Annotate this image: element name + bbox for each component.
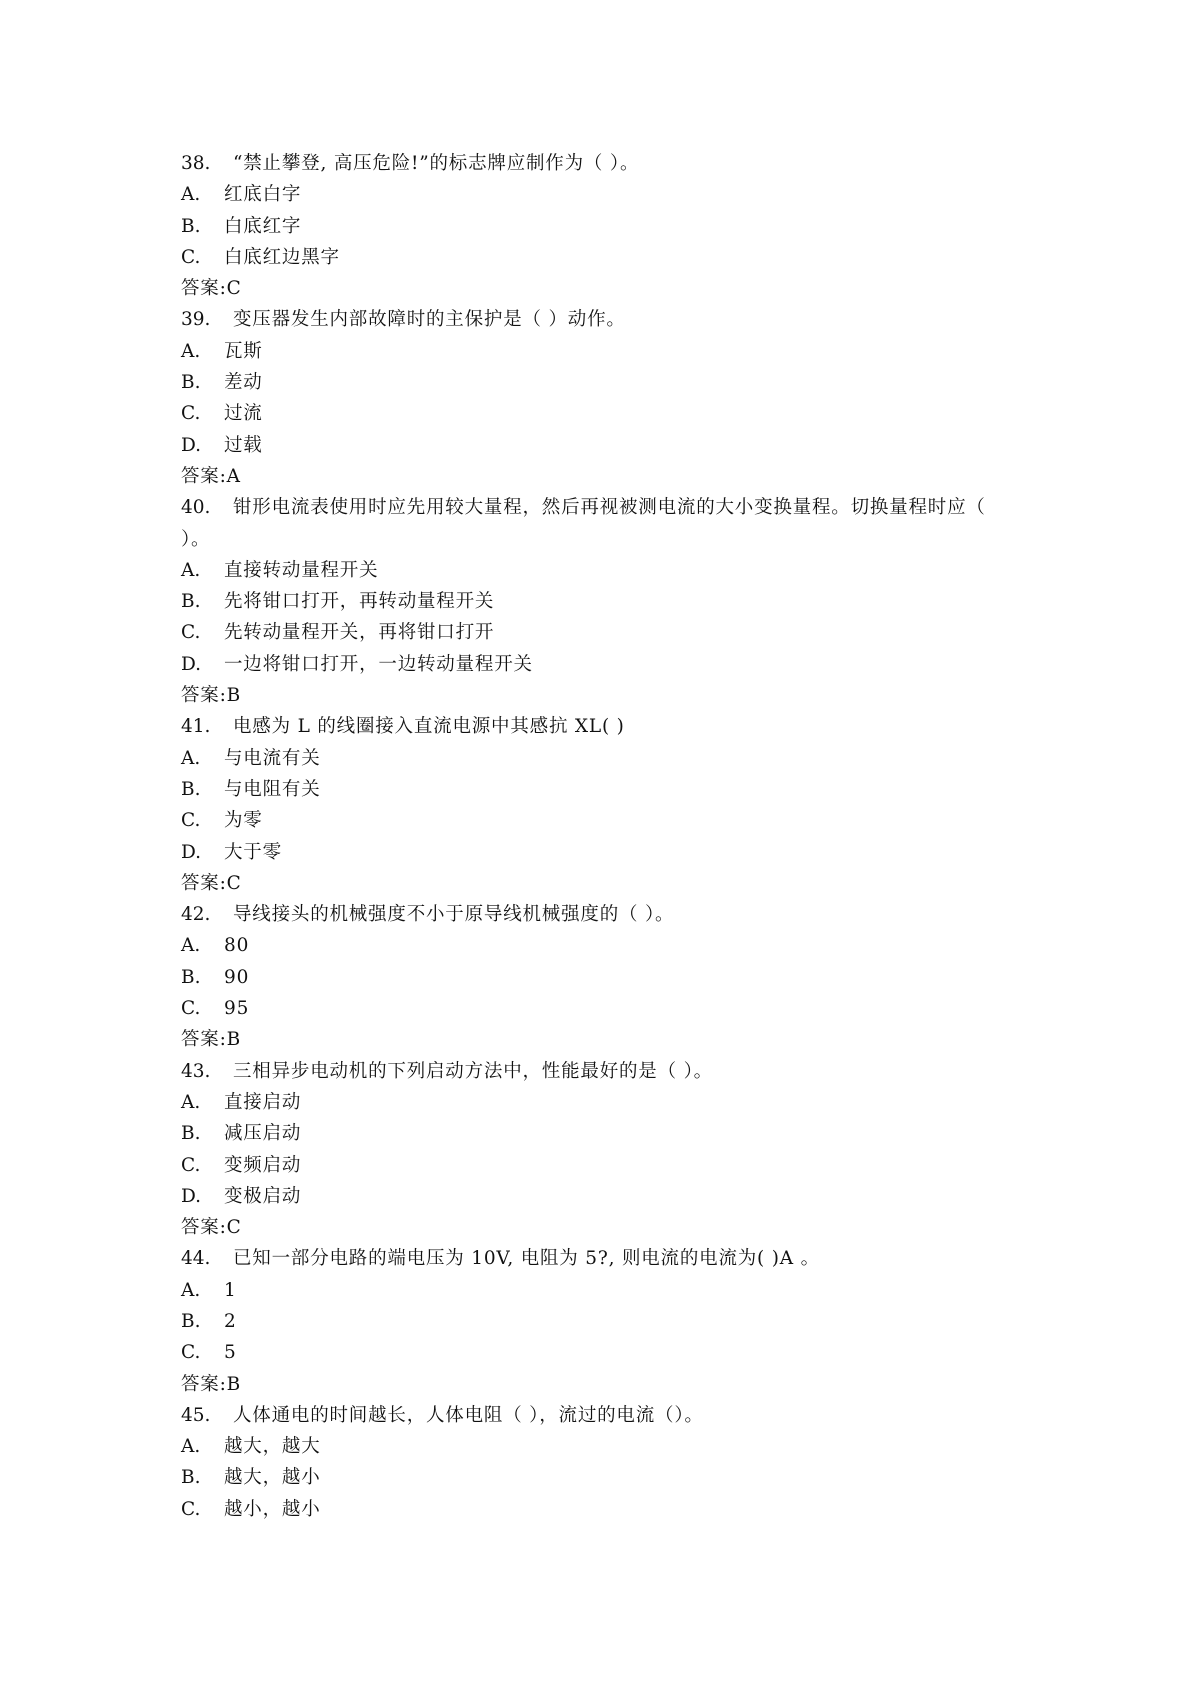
answer-line: 答案:C (181, 278, 242, 300)
option-text: 95 (224, 998, 250, 1020)
option-label: A. (181, 1279, 201, 1301)
question-list (181, 148, 1021, 1525)
question-line (181, 899, 1021, 930)
question-line (181, 1243, 1021, 1274)
option-label: A. (181, 340, 201, 362)
question-text: 已知一部分电路的端电压为 10V, 电阻为 5?, 则电流的电流为( )A 。 (233, 1248, 820, 1270)
question-text: 钳形电流表使用时应先用较大量程，然后再视被测电流的大小变换量程。切换量程时应（ ）。 (181, 497, 986, 550)
option-label: C. (181, 1154, 201, 1176)
question-number: 38. (181, 153, 211, 174)
option-line (181, 1431, 1021, 1462)
answer-line: 答案:B (181, 685, 242, 707)
option-label: C. (181, 998, 201, 1020)
answer-line: 答案:A (181, 465, 241, 487)
option-line (181, 649, 1021, 680)
option-text: 差动 (224, 372, 263, 394)
option-line (181, 1306, 1021, 1337)
option-text: 变频启动 (224, 1154, 302, 1176)
option-text: 先将钳口打开，再转动量程开关 (224, 591, 495, 613)
option-line (181, 211, 1021, 242)
question-line (181, 1400, 1021, 1431)
question-number: 40. (181, 497, 211, 519)
option-label: B. (181, 966, 201, 988)
option-label: B. (181, 1310, 201, 1332)
option-line (181, 774, 1021, 805)
option-line (181, 962, 1021, 993)
option-label: C. (181, 810, 201, 832)
question-number: 45. (181, 1404, 211, 1426)
option-label: C. (181, 403, 201, 425)
option-text: 90 (224, 966, 250, 988)
question-text: 人体通电的时间越长，人体电阻（ ），流过的电流（）。 (233, 1404, 704, 1426)
option-text: 与电流有关 (224, 747, 321, 769)
option-label: A. (181, 559, 201, 581)
option-line (181, 1150, 1021, 1181)
option-label: D. (181, 841, 202, 863)
option-line (181, 336, 1021, 367)
option-label: A. (181, 1436, 201, 1458)
option-text: 与电阻有关 (224, 778, 321, 800)
option-label: D. (181, 653, 202, 675)
option-line (181, 1494, 1021, 1525)
option-label: B. (181, 591, 201, 613)
option-line (181, 430, 1021, 461)
option-label: C. (181, 1342, 201, 1364)
option-text: 为零 (224, 810, 263, 832)
option-line (181, 1087, 1021, 1118)
option-text: 过流 (224, 403, 263, 425)
option-text: 5 (224, 1342, 237, 1364)
option-line (181, 930, 1021, 961)
question-text: “禁止攀登, 高压危险!”的标志牌应制作为（ ）。 (233, 153, 640, 174)
option-label: B. (181, 778, 201, 800)
question-text: 变压器发生内部故障时的主保护是（ ）动作。 (233, 309, 626, 331)
option-line (181, 1181, 1021, 1212)
question-number: 43. (181, 1060, 211, 1082)
option-line (181, 837, 1021, 868)
option-text: 越小，越小 (224, 1498, 321, 1520)
option-text: 1 (224, 1279, 237, 1301)
question-line (181, 304, 1021, 335)
option-line (181, 586, 1021, 617)
option-line (181, 743, 1021, 774)
option-line (181, 367, 1021, 398)
question-number: 39. (181, 309, 211, 331)
answer-line: 答案:C (181, 1217, 242, 1239)
question-text: 电感为 L 的线圈接入直流电源中其感抗 XL( ) (233, 716, 625, 738)
option-text: 瓦斯 (224, 340, 263, 362)
option-text: 2 (224, 1310, 237, 1332)
option-line (181, 398, 1021, 429)
option-text: 减压启动 (224, 1123, 302, 1145)
option-line (181, 993, 1021, 1024)
question-text: 导线接头的机械强度不小于原导线机械强度的（ ）。 (233, 904, 675, 926)
answer-line: 答案:B (181, 1029, 242, 1051)
question-line (181, 711, 1021, 742)
option-line (181, 1275, 1021, 1306)
option-text: 白底红边黑字 (224, 246, 340, 268)
option-label: C. (181, 246, 201, 268)
option-label: B. (181, 372, 201, 394)
answer-line: 答案:B (181, 1373, 242, 1395)
option-line (181, 555, 1021, 586)
option-text: 越大，越小 (224, 1467, 321, 1489)
option-label: B. (181, 215, 201, 237)
answer-line: 答案:C (181, 872, 242, 894)
question-number: 42. (181, 904, 211, 926)
option-line (181, 242, 1021, 273)
option-text: 直接启动 (224, 1091, 302, 1113)
option-label: A. (181, 1091, 201, 1113)
question-number: 41. (181, 716, 211, 738)
option-text: 越大，越大 (224, 1436, 321, 1458)
option-text: 红底白字 (224, 184, 302, 206)
question-line (181, 492, 1021, 555)
option-text: 白底红字 (224, 215, 302, 237)
question-line (181, 148, 1021, 179)
option-line (181, 1118, 1021, 1149)
option-line (181, 1337, 1021, 1368)
option-text: 大于零 (224, 841, 282, 863)
option-line (181, 1462, 1021, 1493)
option-text: 变极启动 (224, 1185, 302, 1207)
question-number: 44. (181, 1248, 211, 1270)
question-line (181, 1056, 1021, 1087)
question-text: 三相异步电动机的下列启动方法中，性能最好的是（ ）。 (233, 1060, 713, 1082)
option-label: B. (181, 1123, 201, 1145)
option-label: D. (181, 434, 202, 456)
option-label: A. (181, 184, 201, 206)
option-text: 先转动量程开关，再将钳口打开 (224, 622, 495, 644)
option-text: 80 (224, 935, 250, 957)
option-label: A. (181, 747, 201, 769)
option-text: 直接转动量程开关 (224, 559, 379, 581)
option-line (181, 805, 1021, 836)
option-text: 一边将钳口打开，一边转动量程开关 (224, 653, 533, 675)
option-label: A. (181, 935, 201, 957)
option-label: C. (181, 622, 201, 644)
option-text: 过载 (224, 434, 263, 456)
option-line (181, 617, 1021, 648)
option-label: D. (181, 1185, 202, 1207)
option-line (181, 179, 1021, 210)
option-label: C. (181, 1498, 201, 1520)
option-label: B. (181, 1467, 201, 1489)
